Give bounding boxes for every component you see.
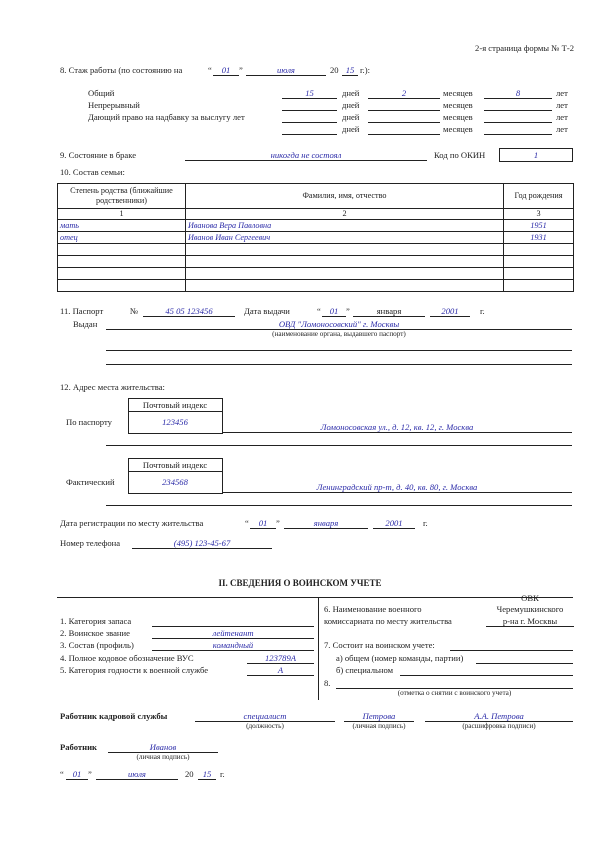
relation-cell bbox=[58, 244, 186, 256]
employee-year-prefix: 20 bbox=[185, 769, 194, 779]
col-number: 1 bbox=[58, 209, 186, 220]
year-cell bbox=[504, 280, 574, 292]
table-row bbox=[58, 256, 574, 268]
commissariat-value-3: р-на г. Москвы bbox=[502, 616, 558, 626]
quote-close: ” bbox=[239, 65, 243, 75]
position-caption: (должность) bbox=[246, 722, 284, 730]
year-cell: 1931 bbox=[504, 232, 574, 244]
relation-cell bbox=[58, 256, 186, 268]
unit-days: дней bbox=[342, 124, 360, 134]
decoding-caption: (расшифровка подписи) bbox=[462, 722, 536, 730]
passport-address: Ломоносовская ул., д. 12, кв. 12, г. Москва bbox=[320, 422, 474, 432]
col-number: 2 bbox=[186, 209, 504, 220]
employee-signature: Иванов bbox=[149, 742, 177, 752]
s8-row-months: 2 bbox=[401, 88, 407, 98]
name-cell bbox=[186, 268, 504, 280]
postal-index-label: Почтовый индекс bbox=[142, 460, 208, 470]
page-caption: 2-я страница формы № Т-2 bbox=[475, 43, 574, 53]
hr-decoding: А.А. Петрова bbox=[474, 711, 524, 721]
issued-by-value: ОВД "Ломоносовский" г. Москвы bbox=[278, 319, 400, 329]
registered-label: 7. Состоит на воинском учете: bbox=[324, 640, 435, 650]
registration-year: 2001 bbox=[385, 518, 403, 528]
unit-months: месяцев bbox=[443, 100, 473, 110]
year-cell bbox=[504, 268, 574, 280]
s12-label: 12. Адрес места жительства: bbox=[60, 382, 165, 392]
col-number: 3 bbox=[504, 209, 574, 220]
hr-signature: Петрова bbox=[362, 711, 396, 721]
registration-day: 01 bbox=[258, 518, 268, 528]
military-field-label: 3. Состав (профиль) bbox=[60, 640, 134, 650]
hr-worker-label: Работник кадровой службы bbox=[60, 711, 168, 721]
table-row bbox=[58, 280, 574, 292]
s8-day: 01 bbox=[221, 65, 231, 75]
name-cell: Иванова Вера Павловна bbox=[186, 220, 504, 232]
unit-years: лет bbox=[556, 112, 568, 122]
year-cell bbox=[504, 244, 574, 256]
military-title: II. СВЕДЕНИЯ О ВОИНСКОМ УЧЕТЕ bbox=[218, 578, 382, 588]
vus-code: 123789А bbox=[264, 653, 297, 663]
family-table bbox=[57, 183, 574, 292]
actual-address: Ленинградский пр-т, д. 40, кв. 80, г. Москва bbox=[316, 482, 478, 492]
military-field-label: 2. Воинское звание bbox=[60, 628, 130, 638]
unit-years: лет bbox=[556, 124, 568, 134]
commissariat-value-1: ОВК bbox=[521, 593, 539, 603]
s11-label: 11. Паспорт bbox=[60, 306, 104, 316]
year-cell bbox=[504, 256, 574, 268]
phone-value: (495) 123-45-67 bbox=[173, 538, 231, 548]
issue-year-suffix: г. bbox=[480, 306, 485, 316]
t2-form-page-2: 2-я страница формы № Т-2 8. Стаж работы (по состоянию на “ 01 ” июля 20 15 г.): Общий 15 дней 2 месяцев 8 лет Непрерывный дней месяцев лет Дающий право на надбавку за выслугу лет дней месяцев лет дней месяцев лет 9. Состояние в браке никогда не состоял Код по ОКИН 1 10. Состав семьи: Степень родства (ближайшие родственники) Фамилия, имя, отчество Год рождения 1 2 3 мать Иванова Вера Павловна 1951 отец Иванов Иван Сергеевич 1931 11. Паспорт № 45 05 123456 Дата выдачи “ 01 ” января 2001 г. Выдан ОВД "Ломоносовский" г. Москвы (наименование органа, выдавшего паспорт) 12. Адрес места жительства: Почтовый индекс 123456 По паспорту Ломоносовская ул., д. 12, кв. 12, г. Москва Почтовый индекс 234568 Фактический Ленинградский пр-т, д. 40, кв. 80, г. Москва Дата регистрации по месту жительства “ 01 ” января 2001 г. Номер телефона (495) 123-45-67 II. СВЕДЕНИЯ О ВОИНСКОМ УЧЕТЕ 1. Категория запаса 2. Воинское звание лейтенант 3. Состав (профиль) командный 4. Полное кодовое обозначение ВУС 123789А 5. Категория годности к военной службе А ОВК Черемушкинского 6. Наименование военного комиссариата по месту жительства р-на г. Москвы 7. Состоит на воинском учете: а) общем (номер команды, партии) б) специальном 8. (отметка о снятии с воинского учета) Работник кадровой службы специалист (должность) Петрова (личная подпись) А.А. Петрова (расшифровка подписи) Работник Иванов (личная подпись) “ 01 ” июля 20 15 г. bbox=[0, 0, 600, 848]
unit-years: лет bbox=[556, 88, 568, 98]
issue-date-label: Дата выдачи bbox=[244, 306, 290, 316]
phone-label: Номер телефона bbox=[60, 538, 121, 548]
unit-months: месяцев bbox=[443, 112, 473, 122]
header-year: Год рождения bbox=[504, 184, 574, 209]
unit-days: дней bbox=[342, 112, 360, 122]
employee-year: 15 bbox=[202, 769, 212, 779]
passport-number: 45 05 123456 bbox=[165, 306, 213, 316]
unit-days: дней bbox=[342, 88, 360, 98]
military-profile: командный bbox=[212, 640, 254, 650]
s8-row-days: 15 bbox=[305, 88, 314, 98]
actual-postal-index: 234568 bbox=[162, 477, 188, 487]
issue-year: 2001 bbox=[441, 306, 459, 316]
year-cell: 1951 bbox=[504, 220, 574, 232]
unit-months: месяцев bbox=[443, 124, 473, 134]
table-row bbox=[58, 244, 574, 256]
s8-label: 8. Стаж работы (по состоянию на bbox=[60, 65, 183, 75]
table-row bbox=[58, 220, 574, 232]
military-field-label: 5. Категория годности к военной службе bbox=[60, 665, 209, 675]
s8-year: 15 bbox=[345, 65, 355, 75]
employee-label: Работник bbox=[60, 742, 97, 752]
issue-day: 01 bbox=[329, 306, 339, 316]
removal-label: 8. bbox=[324, 678, 331, 688]
okin-value: 1 bbox=[533, 150, 539, 160]
hr-position: специалист bbox=[243, 711, 287, 721]
signature-caption: (личная подпись) bbox=[352, 722, 406, 730]
relation-cell bbox=[58, 268, 186, 280]
name-cell bbox=[186, 244, 504, 256]
military-field-label: 1. Категория запаса bbox=[60, 616, 132, 626]
marital-status-value: никогда не состоял bbox=[270, 150, 342, 160]
okin-label: Код по ОКИН bbox=[434, 150, 486, 160]
employee-month: июля bbox=[128, 769, 146, 779]
by-passport-label: По паспорту bbox=[66, 417, 112, 427]
relation-cell bbox=[58, 280, 186, 292]
employee-day: 01 bbox=[72, 769, 82, 779]
s8-year-prefix: 20 bbox=[330, 65, 339, 75]
relation-cell: отец bbox=[58, 232, 186, 244]
name-cell bbox=[186, 256, 504, 268]
unit-years: лет bbox=[556, 100, 568, 110]
s8-month: июля bbox=[277, 65, 295, 75]
fitness-category: А bbox=[277, 665, 284, 675]
military-field-label: 4. Полное кодовое обозначение ВУС bbox=[60, 653, 194, 663]
employee-signature-caption: (личная подпись) bbox=[136, 753, 190, 761]
s8-row-label: Общий bbox=[88, 88, 115, 98]
removal-caption: (отметка о снятии с воинского учета) bbox=[397, 689, 512, 697]
s9-label: 9. Состояние в браке bbox=[60, 150, 137, 160]
postal-index-label: Почтовый индекс bbox=[142, 400, 208, 410]
military-rank: лейтенант bbox=[212, 628, 254, 638]
s8-row-label: Дающий право на надбавку за выслугу лет bbox=[88, 112, 245, 122]
relation-cell: мать bbox=[58, 220, 186, 232]
passport-postal-index: 123456 bbox=[162, 417, 188, 427]
passport-no-label: № bbox=[130, 306, 139, 316]
s8-year-suffix: г.): bbox=[360, 65, 370, 75]
commissariat-label-1: 6. Наименование военного bbox=[324, 604, 422, 614]
issued-by-caption: (наименование органа, выдавшего паспорт) bbox=[272, 330, 406, 338]
registration-year-suffix: г. bbox=[423, 518, 428, 528]
employee-year-suffix: г. bbox=[220, 769, 225, 779]
issue-month: января bbox=[376, 306, 402, 316]
name-cell bbox=[186, 280, 504, 292]
table-row bbox=[58, 268, 574, 280]
quote-open: “ bbox=[208, 65, 212, 75]
name-cell: Иванов Иван Сергеевич bbox=[186, 232, 504, 244]
actual-label: Фактический bbox=[66, 477, 115, 487]
issued-by-label: Выдан bbox=[73, 319, 98, 329]
registration-month: января bbox=[313, 518, 339, 528]
s8-row-label: Непрерывный bbox=[88, 100, 140, 110]
s10-label: 10. Состав семьи: bbox=[60, 167, 125, 177]
unit-days: дней bbox=[342, 100, 360, 110]
header-relation: Степень родства (ближайшие родственники) bbox=[58, 184, 186, 209]
commissariat-value-2: Черемушкинского bbox=[496, 604, 564, 614]
header-name: Фамилия, имя, отчество bbox=[186, 184, 504, 209]
table-row bbox=[58, 232, 574, 244]
s8-row-years: 8 bbox=[515, 88, 521, 98]
commissariat-label-2: комиссариата по месту жительства bbox=[324, 616, 452, 626]
general-registration-label: а) общем (номер команды, партии) bbox=[336, 653, 464, 663]
special-registration-label: б) специальном bbox=[336, 665, 394, 675]
registration-label: Дата регистрации по месту жительства bbox=[60, 518, 204, 528]
unit-months: месяцев bbox=[443, 88, 473, 98]
